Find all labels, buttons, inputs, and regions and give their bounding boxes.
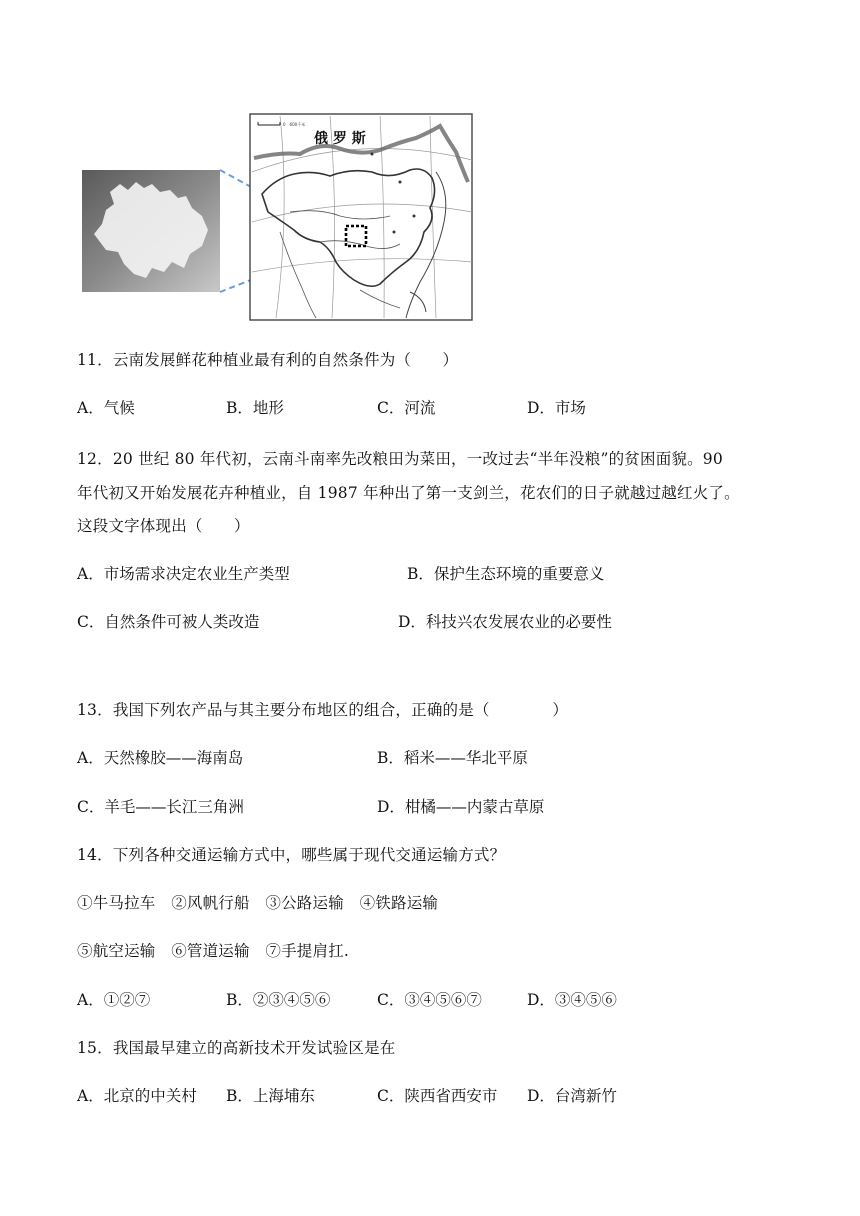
q15-option-b[interactable]: B．上海埔东 (226, 1087, 315, 1105)
q12-stem-line-3: 这段文字体现出（ ） (77, 517, 250, 535)
q14-choices-line-1: ①牛马拉车 ②风帆行船 ③公路运输 ④铁路运输 (77, 894, 439, 912)
q14-choices-line-2: ⑤航空运输 ⑥管道运输 ⑦手提肩扛. (77, 942, 350, 960)
q12-option-c[interactable]: C．自然条件可被人类改造 (77, 613, 260, 631)
q11-stem: 11．云南发展鲜花种植业最有利的自然条件为（ ） (77, 351, 459, 369)
q13-option-b[interactable]: B．稻米——华北平原 (377, 749, 528, 767)
q15-option-d[interactable]: D．台湾新竹 (527, 1087, 617, 1105)
q11-option-c[interactable]: C．河流 (377, 399, 436, 417)
q12-stem-line-1: 12．20 世纪 80 年代初，云南斗南率先改粮田为菜田，一改过去“半年没粮”的贫困面貌。90 (77, 450, 723, 468)
q14-option-a[interactable]: A．①②⑦ (77, 991, 151, 1009)
q14-option-c[interactable]: C．③④⑤⑥⑦ (377, 991, 482, 1009)
q15-stem: 15．我国最早建立的高新技术开发试验区是在 (77, 1039, 396, 1057)
q14-option-d[interactable]: D．③④⑤⑥ (527, 991, 617, 1009)
q12-stem-line-2: 年代初又开始发展花卉种植业，自 1987 年种出了第一支剑兰，花农们的日子就越过越红火了。 (77, 484, 740, 502)
q12-option-b[interactable]: B．保护生态环境的重要意义 (407, 565, 605, 583)
q13-stem: 13．我国下列农产品与其主要分布地区的组合，正确的是（ ） (77, 701, 569, 719)
q11-option-d[interactable]: D．市场 (527, 399, 586, 417)
china-region-map (250, 114, 472, 320)
q15-option-a[interactable]: A．北京的中关村 (77, 1087, 197, 1105)
q13-option-c[interactable]: C．羊毛——长江三角洲 (77, 798, 244, 816)
q11-option-a[interactable]: A．气候 (77, 399, 135, 417)
q12-option-a[interactable]: A．市场需求决定农业生产类型 (77, 565, 290, 583)
q11-option-b[interactable]: B．地形 (226, 399, 284, 417)
q13-option-a[interactable]: A．天然橡胶——海南岛 (77, 749, 244, 767)
q14-option-b[interactable]: B．②③④⑤⑥ (226, 991, 331, 1009)
q15-option-c[interactable]: C．陕西省西安市 (377, 1087, 498, 1105)
yunnan-relief-inset (82, 170, 220, 292)
q14-stem: 14．下列各种交通运输方式中，哪些属于现代交通运输方式？ (77, 846, 506, 864)
q13-option-d[interactable]: D．柑橘——内蒙古草原 (377, 798, 545, 816)
yunnan-map-figure (80, 112, 480, 324)
scale-label: 0 600千米 (283, 122, 306, 127)
q12-option-d[interactable]: D．科技兴农发展农业的必要性 (398, 613, 612, 631)
map-country-label: 俄 罗 斯 (314, 131, 366, 147)
